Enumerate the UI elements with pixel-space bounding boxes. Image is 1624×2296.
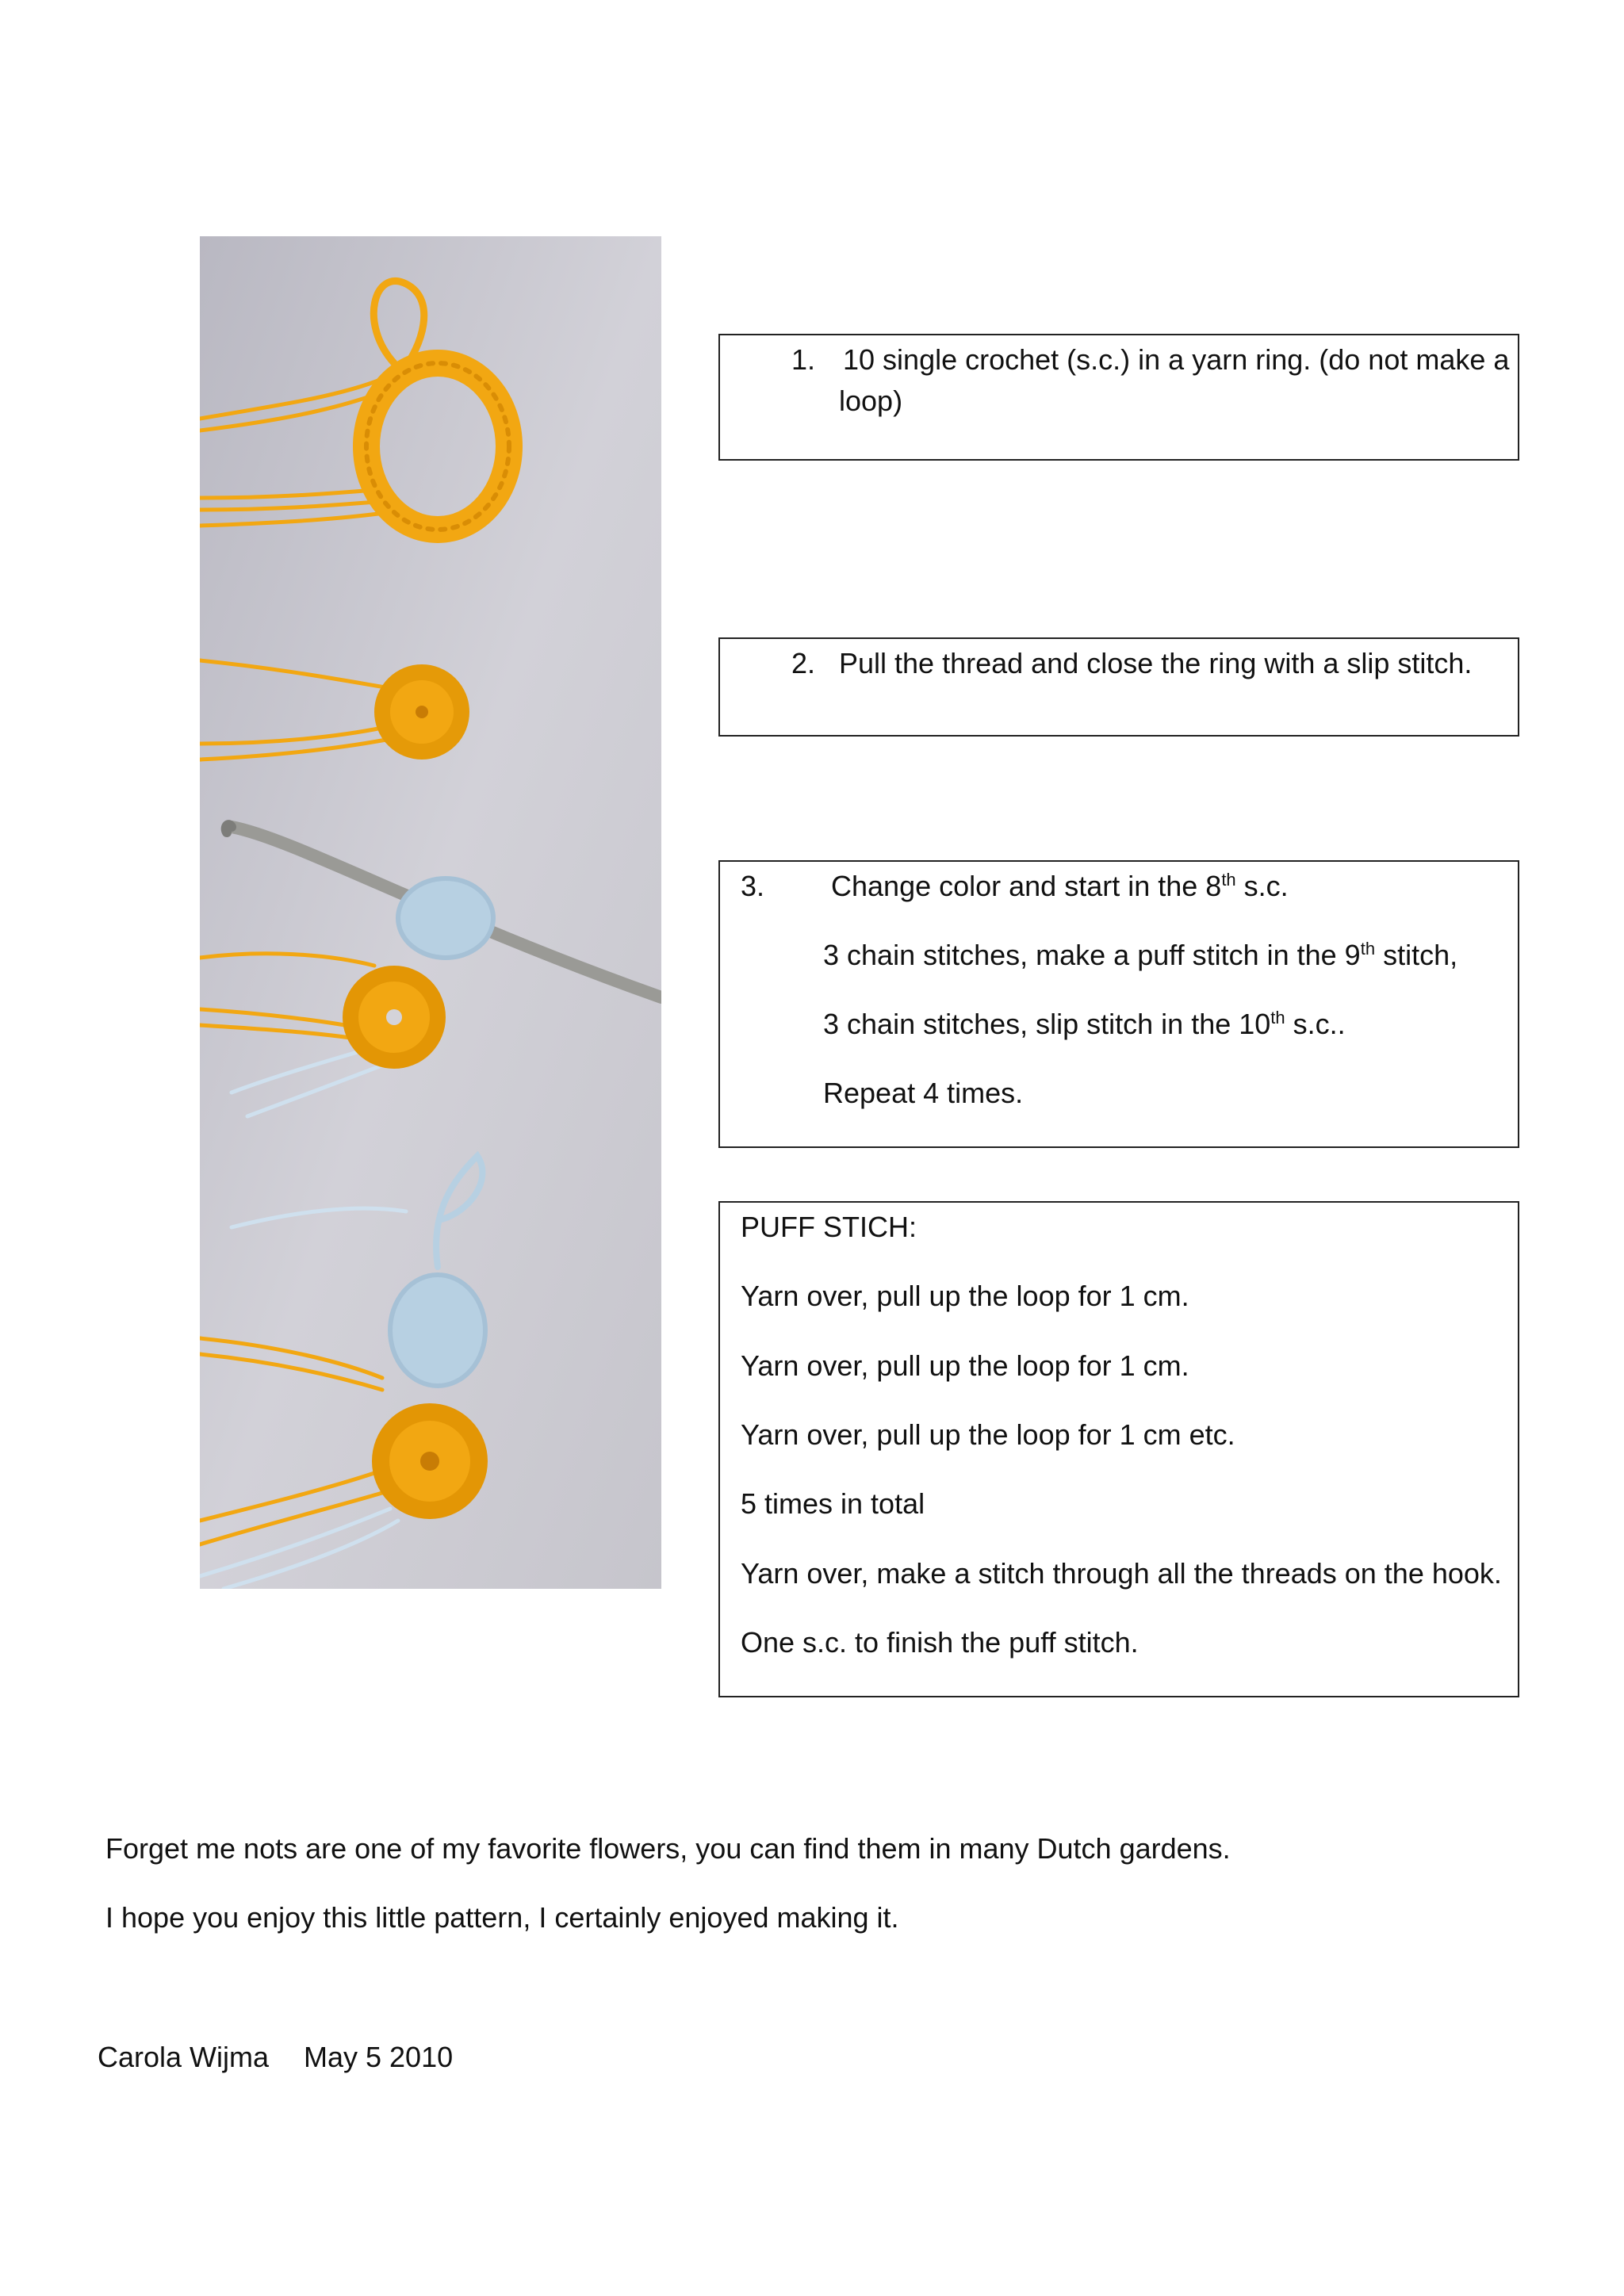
signature-date: May 5 2010 <box>304 2041 454 2073</box>
step-3-line1: Change color and start in the 8th s.c. <box>831 870 1289 902</box>
step-2-number: 2. <box>791 647 816 679</box>
step-2-text: Pull the thread and close the ring with a slip stitch. <box>839 647 1473 679</box>
author-name: Carola Wijma <box>98 2041 270 2073</box>
step-3-box <box>718 860 1519 1148</box>
crochet-steps-photo <box>200 236 661 1589</box>
puff-stitch-box <box>718 1201 1519 1697</box>
closing-paragraph-1: Forget me nots are one of my favorite flowers, you can find them in many Dutch gardens. <box>105 1832 1231 1865</box>
step-2-box <box>718 637 1519 737</box>
puff-line: One s.c. to finish the puff stitch. <box>741 1626 1139 1659</box>
puff-line: 5 times in total <box>741 1487 925 1520</box>
puff-line: Yarn over, pull up the loop for 1 cm etc. <box>741 1418 1235 1451</box>
step-1-line2: loop) <box>839 385 903 417</box>
puff-line: Yarn over, pull up the loop for 1 cm. <box>741 1280 1189 1312</box>
step-1-number: 1. <box>791 343 816 376</box>
closing-paragraph-2: I hope you enjoy this little pattern, I certainly enjoyed making it. <box>105 1901 899 1934</box>
step-1-line1: 10 single crochet (s.c.) in a yarn ring. (do not make a <box>843 343 1510 376</box>
puff-stitch-title: PUFF STICH: <box>741 1211 917 1243</box>
step-3-line3: 3 chain stitches, slip stitch in the 10th s.c.. <box>823 1008 1346 1040</box>
step-3-number: 3. <box>741 870 765 902</box>
puff-line: Yarn over, make a stitch through all the threads on the hook. <box>741 1557 1502 1590</box>
step-3-line2: 3 chain stitches, make a puff stitch in the 9th stitch, <box>823 939 1458 971</box>
step-1-box <box>718 334 1519 461</box>
puff-line: Yarn over, pull up the loop for 1 cm. <box>741 1349 1189 1382</box>
step-3-line4: Repeat 4 times. <box>823 1077 1024 1109</box>
